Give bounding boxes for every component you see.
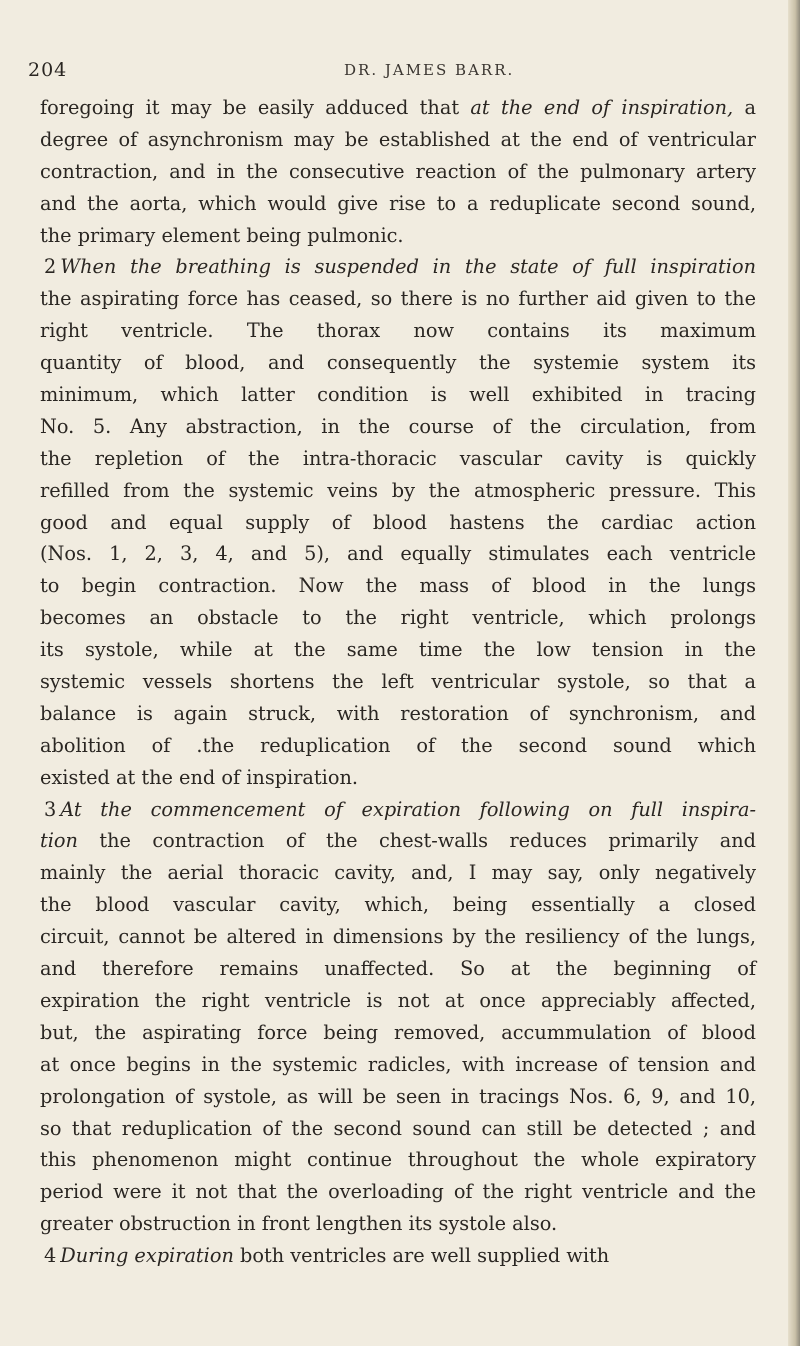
line-text: quantity of blood, and consequently the systemie system its	[40, 351, 756, 375]
text-line	[40, 1081, 756, 1113]
text-line	[40, 538, 756, 570]
text-line	[40, 1144, 756, 1176]
text-line	[40, 411, 756, 443]
line-text: contraction, and in the consecutive reaction of the pulmonary artery	[40, 159, 756, 183]
line-text: prolongation of systole, as will be seen in tracings Nos. 6, 9, and 10,	[40, 1084, 756, 1108]
text-line	[40, 1049, 756, 1081]
text-line	[40, 889, 756, 921]
page-edge	[788, 0, 800, 1346]
text-line	[40, 1017, 756, 1049]
text-line	[40, 762, 756, 794]
line-text: the repletion of the intra-thoracic vascular cavity is quickly	[40, 446, 756, 470]
line-text: abolition of .the reduplication of the second sound which	[40, 733, 756, 757]
text-line	[40, 507, 756, 539]
line-text: degree of asynchronism may be established at the end of ventricular	[40, 127, 756, 151]
line-text: good and equal supply of blood hastens the cardiac action	[40, 510, 756, 534]
line-text: to begin contraction. Now the mass of blood in the lungs	[40, 574, 756, 598]
line-text: No. 5. Any abstraction, in the course of the circulation, from	[40, 414, 756, 438]
text-line	[40, 1176, 756, 1208]
line-text: foregoing it may be easily adduced that	[40, 96, 471, 119]
text-line	[40, 156, 756, 188]
italic-text: tion	[40, 829, 78, 853]
line-text: systemic vessels shortens the left ventricular systole, so that a	[40, 670, 756, 694]
line-text: expiration the right ventricle is not at once appreciably affected,	[40, 988, 756, 1012]
text-line	[40, 602, 756, 634]
page-header	[28, 57, 728, 87]
text-line	[40, 220, 756, 252]
line-text: refilled from the systemic veins by the atmospheric pressure. This	[40, 478, 756, 502]
text-line	[40, 666, 756, 698]
text-line	[40, 857, 756, 889]
line-text: at once begins in the systemic radicles, with increase of tension and	[40, 1052, 756, 1076]
text-line	[40, 475, 756, 507]
text-line	[40, 1113, 756, 1145]
section-number: 3	[44, 797, 57, 821]
text-line	[40, 698, 756, 730]
page-number: 204	[28, 59, 68, 81]
text-line	[40, 1208, 756, 1240]
line-text-rest: both ventricles are well supplied with	[233, 1244, 610, 1268]
line-text: balance is again struck, with restoration of synchronism, and	[40, 701, 756, 725]
line-text: becomes an obstacle to the right ventricle, which prolongs	[40, 606, 756, 630]
line-text: this phenomenon might continue throughout the whole expiratory	[40, 1148, 756, 1172]
line-text-rest: the contraction of the chest-walls reduces primarily and	[77, 829, 756, 853]
text-line	[40, 730, 756, 762]
italic-text: During expiration	[60, 1244, 234, 1268]
text-line	[40, 283, 756, 315]
line-text: the primary element being pulmonic.	[40, 223, 404, 247]
text-line	[40, 92, 756, 124]
line-text: period were it not that the overloading of the right ventricle and the	[40, 1180, 756, 1204]
text-line	[40, 443, 756, 475]
line-text: and therefore remains unaffected. So at the beginning of	[40, 957, 756, 981]
text-line	[40, 347, 756, 379]
text-line	[40, 1240, 756, 1272]
body-text	[40, 92, 756, 1272]
text-line	[40, 794, 756, 826]
text-line	[40, 634, 756, 666]
line-text: right ventricle. The thorax now contains its maximum	[40, 319, 756, 343]
line-text: the aspirating force has ceased, so there is no further aid given to the	[40, 287, 756, 311]
line-text: circuit, cannot be altered in dimensions by the resiliency of the lungs,	[40, 925, 756, 949]
line-text: but, the aspirating force being removed, accummulation of blood	[40, 1020, 756, 1044]
text-line	[40, 985, 756, 1017]
line-text: so that reduplication of the second sound can still be detected ; and	[40, 1116, 756, 1140]
text-line	[40, 188, 756, 220]
text-line	[40, 251, 756, 283]
line-text: minimum, which latter condition is well exhibited in tracing	[40, 383, 756, 407]
line-text: greater obstruction in front lengthen its systole also.	[40, 1212, 558, 1236]
line-text: the blood vascular cavity, which, being essentially a closed	[40, 893, 756, 917]
line-text: and the aorta, which would give rise to a reduplicate second sound,	[40, 191, 756, 215]
text-line	[40, 124, 756, 156]
text-line	[40, 921, 756, 953]
text-line	[40, 825, 756, 857]
line-text: (Nos. 1, 2, 3, 4, and 5), and equally stimulates each ventricle	[40, 542, 756, 566]
line-text: existed at the end of inspiration.	[40, 765, 358, 789]
running-head: DR. JAMES BARR.	[344, 61, 515, 79]
text-line	[40, 315, 756, 347]
italic-text: At the commencement of expiration following on full inspira-	[60, 797, 756, 821]
text-line	[40, 953, 756, 985]
text-line	[40, 379, 756, 411]
line-text: mainly the aerial thoracic cavity, and, I may say, only negatively	[40, 861, 756, 885]
italic-text: at the end of inspiration,	[470, 96, 734, 119]
section-number: 2	[44, 255, 57, 279]
section-number: 4	[44, 1244, 57, 1268]
line-text-rest: a	[733, 96, 756, 119]
line-text: its systole, while at the same time the low tension in the	[40, 638, 756, 662]
italic-text: When the breathing is suspended in the state of full inspiration	[60, 255, 756, 279]
text-line	[40, 570, 756, 602]
